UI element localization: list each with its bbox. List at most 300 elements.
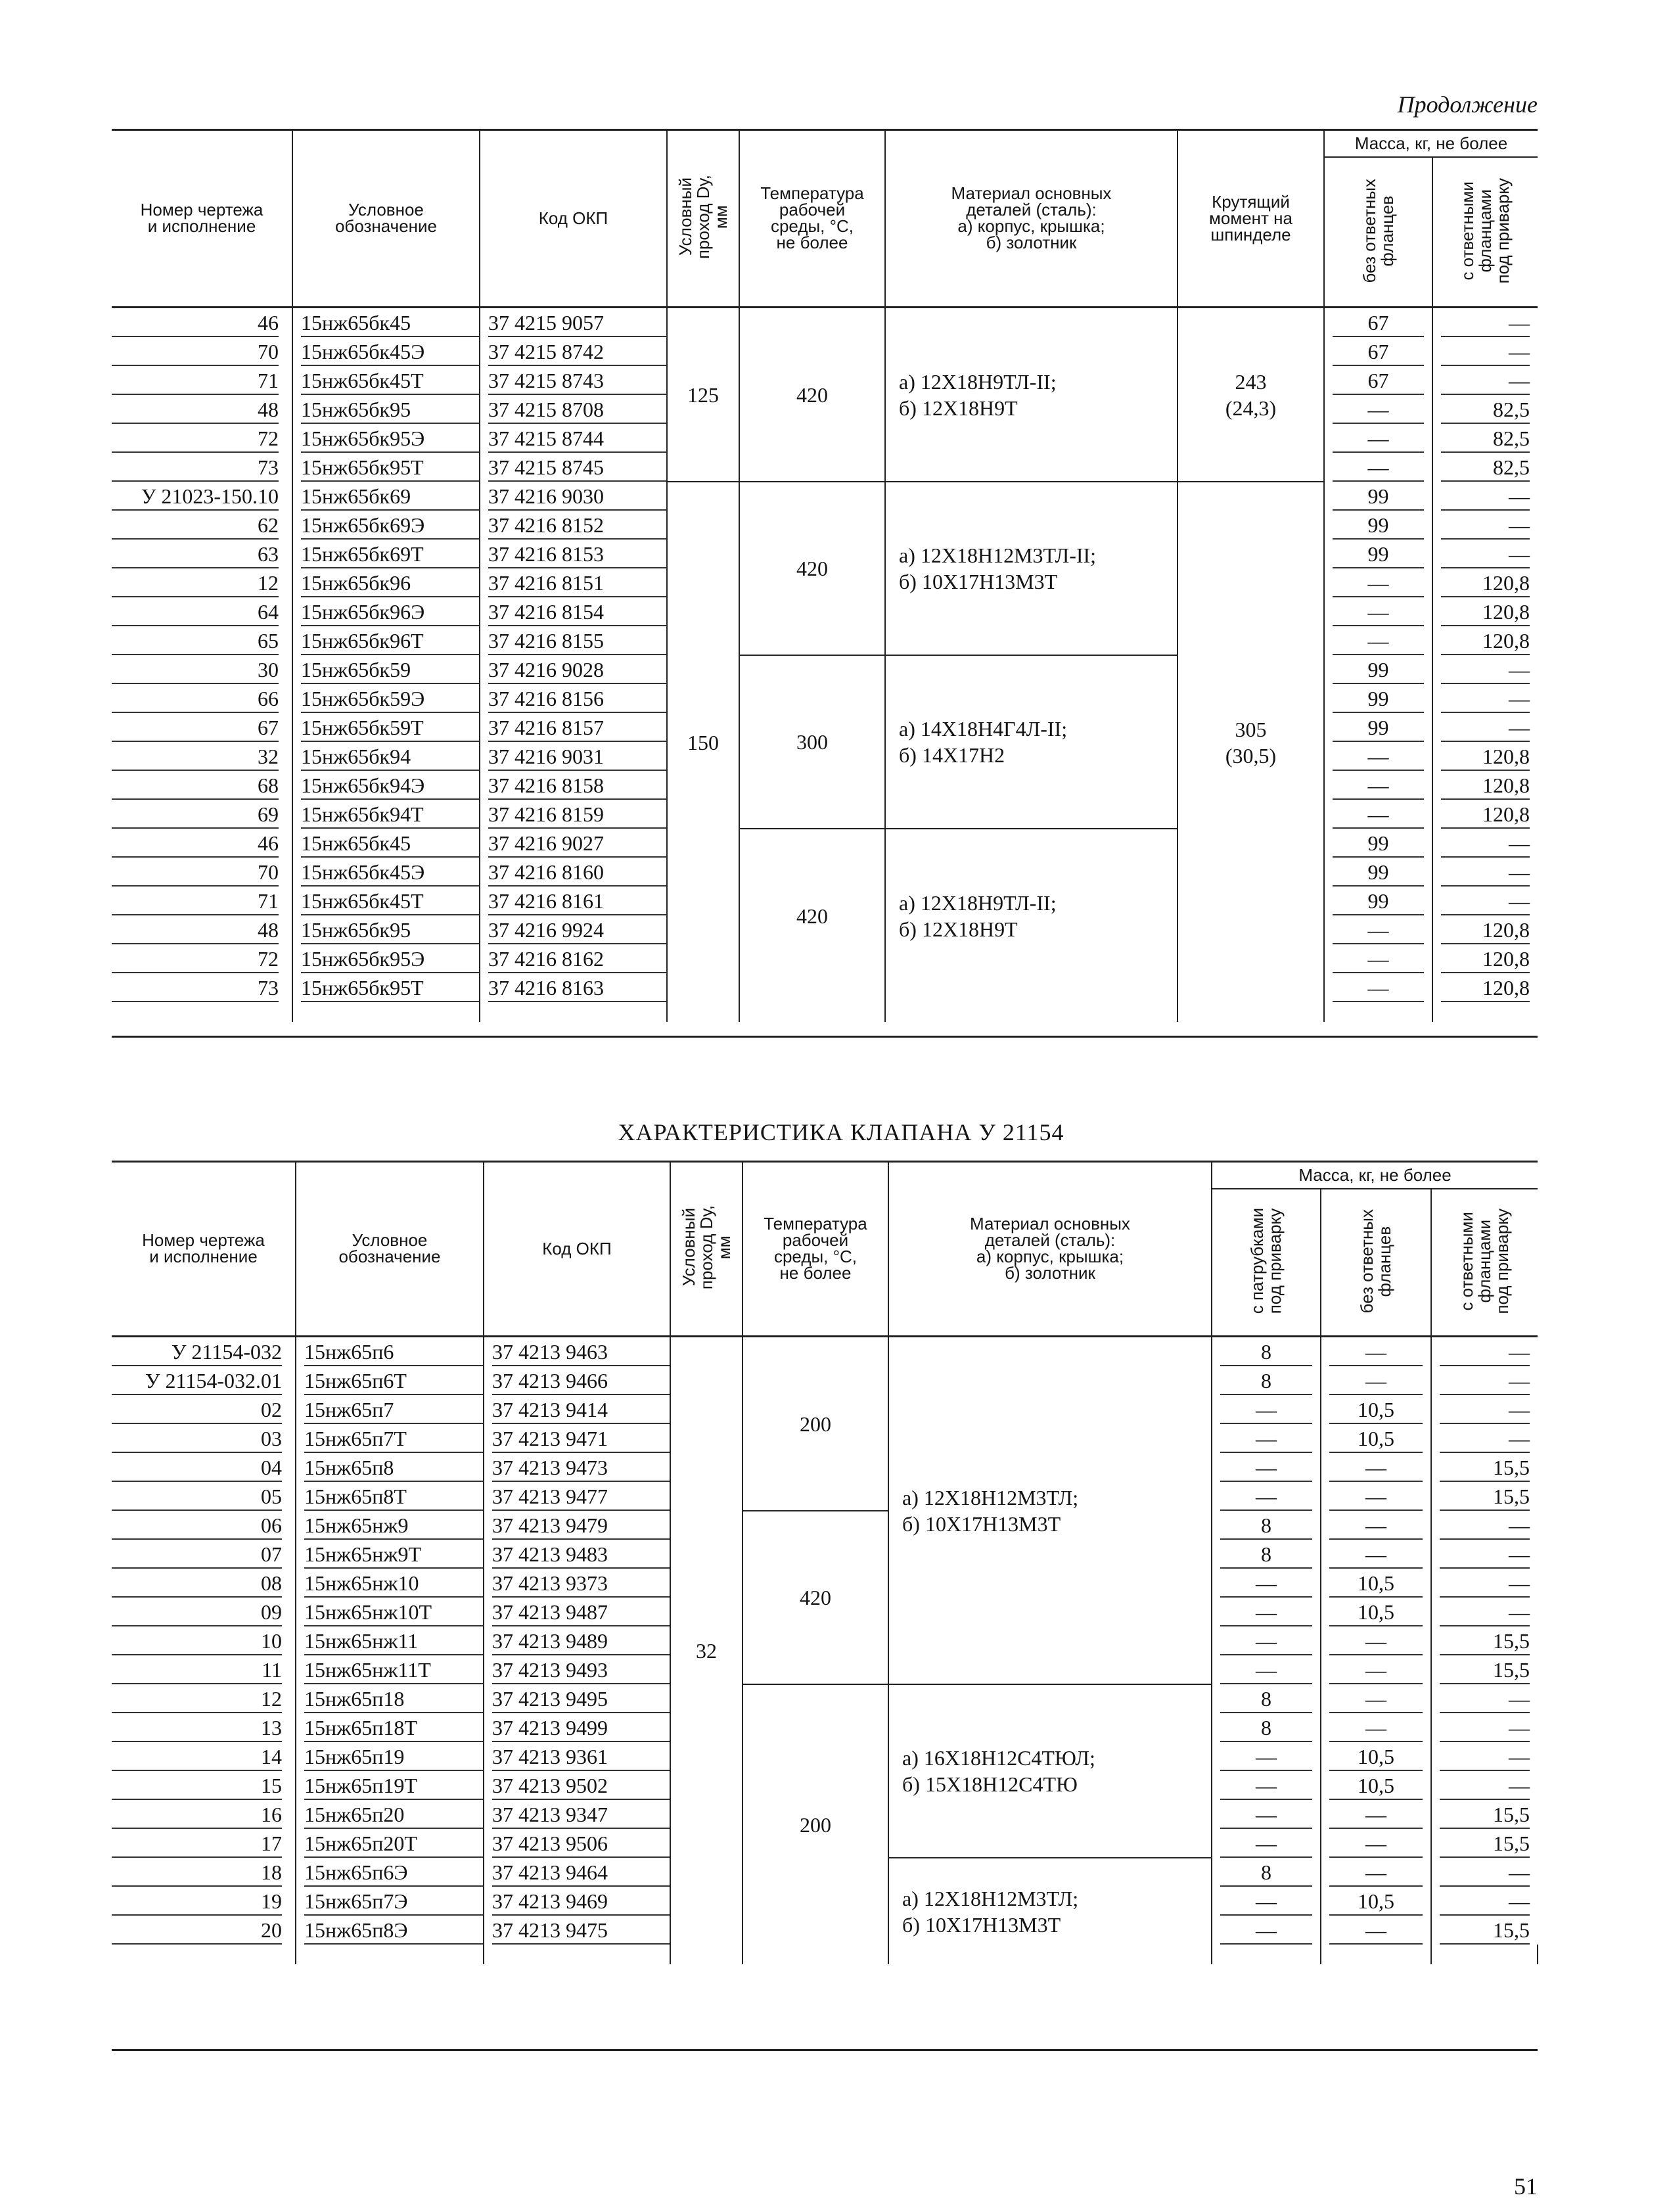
- tail-cell: [1321, 1945, 1431, 1964]
- okp-code-cell: [484, 1424, 670, 1453]
- mass-with-flanges: —: [1440, 1684, 1530, 1713]
- mass-with-flanges: —: [1441, 308, 1530, 337]
- designation-cell: [296, 1482, 484, 1511]
- okp-code: 37 4213 9471: [492, 1424, 670, 1453]
- mass-with-nozzles-cell: [1212, 1337, 1321, 1367]
- mass-without-flanges: 10,5: [1329, 1887, 1423, 1916]
- mass-with-nozzles-cell: [1212, 1511, 1321, 1540]
- drawing-number-cell: [112, 626, 292, 655]
- okp-code-cell: [484, 1482, 670, 1511]
- okp-code-cell: [480, 337, 667, 366]
- mass-without-flanges: —: [1329, 1858, 1423, 1887]
- okp-code: 37 4216 8151: [488, 568, 666, 597]
- mass-with-nozzles-cell: [1212, 1598, 1321, 1626]
- drawing-number-cell: [112, 1366, 296, 1395]
- designation: 15нж65п19Т: [304, 1771, 483, 1800]
- designation-cell: [296, 1655, 484, 1684]
- mass-without-flanges-cell: [1321, 1569, 1431, 1598]
- mass-with-flanges: —: [1441, 829, 1530, 858]
- material-spec: а) 12Х18Н12М3ТЛ-II; б) 10Х17Н13М3Т: [885, 482, 1177, 655]
- designation: 15нж65п6Т: [304, 1366, 483, 1395]
- okp-code-cell: [480, 713, 667, 742]
- mass-with-flanges: —: [1441, 540, 1530, 568]
- mass-with-flanges: 120,8: [1441, 944, 1530, 973]
- designation-cell: [292, 829, 480, 858]
- designation: 15нж65бк59Т: [301, 713, 479, 742]
- okp-code: 37 4213 9463: [492, 1337, 670, 1366]
- drawing-number: 70: [112, 337, 279, 366]
- mass-without-flanges: 99: [1333, 684, 1424, 713]
- drawing-number-cell: [112, 1337, 296, 1367]
- drawing-number-cell: [112, 858, 292, 887]
- mass-with-flanges: 120,8: [1441, 915, 1530, 944]
- mass-without-flanges: 10,5: [1329, 1569, 1423, 1598]
- mass-without-flanges-cell: [1324, 887, 1432, 915]
- drawing-number-cell: [112, 1655, 296, 1684]
- okp-code-cell: [484, 1366, 670, 1395]
- designation: 15нж65нж10: [304, 1569, 483, 1598]
- mass-with-flanges: —: [1441, 713, 1530, 742]
- drawing-number-cell: [112, 1540, 296, 1569]
- drawing-number: 20: [112, 1916, 282, 1945]
- mass-without-flanges-cell: [1321, 1887, 1431, 1916]
- mass-without-flanges: —: [1329, 1482, 1423, 1511]
- drawing-number-cell: [112, 424, 292, 453]
- drawing-number-cell: [112, 308, 292, 338]
- drawing-number: 05: [112, 1482, 282, 1511]
- designation-cell: [292, 568, 480, 597]
- drawing-number-cell: [112, 1713, 296, 1742]
- mass-with-flanges: —: [1440, 1858, 1530, 1887]
- mass-without-flanges: —: [1329, 1366, 1423, 1395]
- mass-without-flanges-cell: [1321, 1482, 1431, 1511]
- mass-without-flanges-cell: [1324, 482, 1432, 511]
- okp-code-cell: [484, 1858, 670, 1887]
- drawing-number: 71: [112, 366, 279, 395]
- okp-code-cell: [484, 1453, 670, 1482]
- okp-code-cell: [484, 1337, 670, 1367]
- drawing-number: 46: [112, 308, 279, 337]
- mass-without-flanges: 99: [1333, 540, 1424, 568]
- drawing-number-cell: [112, 1800, 296, 1829]
- designation-cell: [296, 1887, 484, 1916]
- working-temperature: 200: [743, 1684, 888, 1964]
- header-designation: Условное обозначение: [296, 1162, 484, 1337]
- mass-without-flanges-cell: [1321, 1771, 1431, 1800]
- mass-with-flanges: —: [1441, 337, 1530, 366]
- okp-code-cell: [480, 511, 667, 540]
- mass-without-flanges: 10,5: [1329, 1424, 1423, 1453]
- tail-cell: [885, 1002, 1177, 1022]
- okp-code-cell: [480, 771, 667, 800]
- mass-without-flanges: —: [1329, 1511, 1423, 1540]
- mass-without-flanges: 99: [1333, 511, 1424, 540]
- okp-code: 37 4216 9030: [488, 482, 666, 511]
- mass-with-nozzles: 8: [1220, 1540, 1312, 1569]
- drawing-number-cell: [112, 1684, 296, 1713]
- okp-code-cell: [480, 915, 667, 944]
- mass-with-flanges-cell: [1431, 1453, 1538, 1482]
- mass-without-flanges-cell: [1321, 1684, 1431, 1713]
- mass-with-flanges-cell: [1431, 1713, 1538, 1742]
- drawing-number-cell: [112, 1482, 296, 1511]
- designation-cell: [292, 482, 480, 511]
- mass-without-flanges: —: [1333, 453, 1424, 482]
- designation: 15нж65п7Т: [304, 1424, 483, 1453]
- mass-without-flanges: —: [1333, 915, 1424, 944]
- table-tail: [112, 1002, 1538, 1022]
- mass-with-flanges: 120,8: [1441, 742, 1530, 771]
- mass-with-nozzles: —: [1220, 1887, 1312, 1916]
- drawing-number-cell: [112, 800, 292, 829]
- designation: 15нж65бк95: [301, 915, 479, 944]
- okp-code: 37 4213 9347: [492, 1800, 670, 1829]
- drawing-number: У 21023-150.10: [112, 482, 279, 511]
- mass-with-flanges-cell: [1432, 366, 1538, 395]
- drawing-number-cell: [112, 1742, 296, 1771]
- drawing-number: 09: [112, 1598, 282, 1626]
- mass-with-flanges: —: [1440, 1511, 1530, 1540]
- mass-without-flanges: 10,5: [1329, 1395, 1423, 1424]
- mass-with-nozzles-cell: [1212, 1569, 1321, 1598]
- okp-code-cell: [484, 1771, 670, 1800]
- mass-without-flanges-cell: [1321, 1366, 1431, 1395]
- mass-without-flanges: 99: [1333, 887, 1424, 915]
- drawing-number-cell: [112, 511, 292, 540]
- mass-with-nozzles-cell: [1212, 1771, 1321, 1800]
- mass-with-flanges: —: [1441, 887, 1530, 915]
- mass-with-flanges-cell: [1431, 1655, 1538, 1684]
- mass-with-flanges: —: [1440, 1395, 1530, 1424]
- tail-cell: [480, 1002, 667, 1022]
- designation: 15нж65бк95: [301, 395, 479, 424]
- mass-with-flanges: —: [1441, 655, 1530, 684]
- okp-code: 37 4216 8154: [488, 597, 666, 626]
- drawing-number-cell: [112, 1887, 296, 1916]
- mass-without-flanges-cell: [1321, 1626, 1431, 1655]
- designation: 15нж65нж11: [304, 1626, 483, 1655]
- material-spec: а) 12Х18Н12М3ТЛ; б) 10Х17Н13М3Т: [888, 1337, 1212, 1685]
- drawing-number-cell: [112, 655, 292, 684]
- tail-cell: [112, 1945, 296, 1964]
- designation-cell: [296, 1453, 484, 1482]
- designation-cell: [292, 973, 480, 1002]
- okp-code-cell: [484, 1829, 670, 1858]
- mass-without-flanges-cell: [1321, 1424, 1431, 1453]
- mass-with-flanges-cell: [1431, 1771, 1538, 1800]
- mass-without-flanges: 10,5: [1329, 1742, 1423, 1771]
- designation-cell: [296, 1395, 484, 1424]
- mass-with-nozzles-cell: [1212, 1540, 1321, 1569]
- table-row: [112, 1511, 1538, 1540]
- mass-with-flanges-cell: [1431, 1858, 1538, 1887]
- mass-without-flanges-cell: [1324, 771, 1432, 800]
- header-mass: Масса, кг, не более: [1212, 1162, 1538, 1189]
- mass-without-flanges-cell: [1321, 1655, 1431, 1684]
- okp-code-cell: [480, 540, 667, 568]
- mass-with-nozzles: —: [1220, 1569, 1312, 1598]
- drawing-number: 65: [112, 626, 279, 655]
- okp-code-cell: [480, 482, 667, 511]
- designation: 15нж65бк45Э: [301, 858, 479, 887]
- designation-cell: [296, 1569, 484, 1598]
- designation-cell: [296, 1858, 484, 1887]
- mass-with-flanges: 15,5: [1440, 1453, 1530, 1482]
- designation: 15нж65бк94: [301, 742, 479, 771]
- mass-with-flanges-cell: [1432, 742, 1538, 771]
- drawing-number: 69: [112, 800, 279, 829]
- okp-code-cell: [480, 887, 667, 915]
- designation: 15нж65бк69Э: [301, 511, 479, 540]
- header-drawing-number: Номер чертежа и исполнение: [112, 130, 292, 308]
- okp-code-cell: [480, 829, 667, 858]
- mass-with-flanges-cell: [1432, 973, 1538, 1002]
- designation: 15нж65бк59Э: [301, 684, 479, 713]
- header-drawing-number: Номер чертежа и исполнение: [112, 1162, 296, 1337]
- working-temperature: 300: [739, 655, 885, 829]
- designation: 15нж65бк96Э: [301, 597, 479, 626]
- mass-with-flanges: 82,5: [1441, 424, 1530, 453]
- mass-without-flanges-cell: [1324, 944, 1432, 973]
- drawing-number-cell: [112, 684, 292, 713]
- header-temperature: Температура рабочей среды, °С, не более: [743, 1162, 888, 1337]
- header-okp-code: Код ОКП: [480, 130, 667, 308]
- mass-with-nozzles-cell: [1212, 1366, 1321, 1395]
- designation: 15нж65п6: [304, 1337, 483, 1366]
- mass-with-nozzles-cell: [1212, 1655, 1321, 1684]
- okp-code-cell: [480, 858, 667, 887]
- designation: 15нж65п20Т: [304, 1829, 483, 1858]
- mass-with-nozzles-cell: [1212, 1395, 1321, 1424]
- mass-without-flanges-cell: [1324, 424, 1432, 453]
- mass-with-nozzles: 8: [1220, 1337, 1312, 1366]
- designation-cell: [296, 1771, 484, 1800]
- okp-code-cell: [480, 800, 667, 829]
- mass-with-nozzles: —: [1220, 1626, 1312, 1655]
- mass-with-flanges-cell: [1431, 1395, 1538, 1424]
- spindle-torque: 243 (24,3): [1177, 308, 1324, 482]
- designation-cell: [292, 800, 480, 829]
- mass-with-flanges-cell: [1431, 1887, 1538, 1916]
- drawing-number-cell: [112, 1858, 296, 1887]
- okp-code-cell: [480, 742, 667, 771]
- mass-with-flanges: 120,8: [1441, 626, 1530, 655]
- drawing-number: 15: [112, 1771, 282, 1800]
- header-torque: Крутящий момент на шпинделе: [1177, 130, 1324, 308]
- mass-without-flanges: 10,5: [1329, 1771, 1423, 1800]
- okp-code: 37 4213 9414: [492, 1395, 670, 1424]
- mass-with-nozzles: —: [1220, 1424, 1312, 1453]
- drawing-number: 12: [112, 1684, 282, 1713]
- drawing-number: 10: [112, 1626, 282, 1655]
- mass-without-flanges: —: [1333, 597, 1424, 626]
- mass-with-flanges-cell: [1431, 1684, 1538, 1713]
- mass-without-flanges-cell: [1321, 1337, 1431, 1367]
- drawing-number: 18: [112, 1858, 282, 1887]
- mass-without-flanges: —: [1329, 1655, 1423, 1684]
- okp-code: 37 4213 9373: [492, 1569, 670, 1598]
- okp-code: 37 4215 8745: [488, 453, 666, 482]
- mass-with-flanges-cell: [1431, 1482, 1538, 1511]
- mass-with-flanges-cell: [1432, 944, 1538, 973]
- okp-code-cell: [480, 366, 667, 395]
- mass-with-flanges: 15,5: [1440, 1916, 1530, 1945]
- designation: 15нж65п8Э: [304, 1916, 483, 1945]
- tail-cell: [667, 1002, 739, 1022]
- okp-code-cell: [480, 944, 667, 973]
- tail-cell: [1212, 1945, 1321, 1964]
- mass-without-flanges-cell: [1321, 1511, 1431, 1540]
- mass-with-flanges-cell: [1431, 1511, 1538, 1540]
- mass-with-flanges-cell: [1432, 453, 1538, 482]
- table-row: [112, 655, 1538, 684]
- mass-with-flanges-cell: [1431, 1540, 1538, 1569]
- mass-with-nozzles: 8: [1220, 1713, 1312, 1742]
- drawing-number: 67: [112, 713, 279, 742]
- drawing-number: 72: [112, 424, 279, 453]
- mass-without-flanges: —: [1333, 742, 1424, 771]
- mass-without-flanges-cell: [1321, 1598, 1431, 1626]
- drawing-number-cell: [112, 771, 292, 800]
- working-temperature: 200: [743, 1337, 888, 1511]
- designation: 15нж65бк45: [301, 829, 479, 858]
- designation: 15нж65бк45: [301, 308, 479, 337]
- drawing-number-cell: [112, 973, 292, 1002]
- material-spec: а) 16Х18Н12С4ТЮЛ; б) 15Х18Н12С4ТЮ: [888, 1684, 1212, 1858]
- working-temperature: 420: [739, 482, 885, 655]
- drawing-number: 73: [112, 973, 279, 1002]
- table-row: [112, 308, 1538, 338]
- drawing-number: 71: [112, 887, 279, 915]
- drawing-number: 12: [112, 568, 279, 597]
- header-designation: Условное обозначение: [292, 130, 480, 308]
- mass-with-nozzles-cell: [1212, 1684, 1321, 1713]
- okp-code: 37 4213 9506: [492, 1829, 670, 1858]
- okp-code: 37 4213 9464: [492, 1858, 670, 1887]
- mass-without-flanges-cell: [1324, 684, 1432, 713]
- designation: 15нж65п18: [304, 1684, 483, 1713]
- table-row: [112, 829, 1538, 858]
- mass-without-flanges: 10,5: [1329, 1598, 1423, 1626]
- drawing-number: 68: [112, 771, 279, 800]
- valve-u21154-table: [112, 1162, 1538, 1964]
- mass-with-nozzles: —: [1220, 1598, 1312, 1626]
- designation-cell: [292, 742, 480, 771]
- okp-code-cell: [480, 308, 667, 338]
- continued-label: Продолжение: [1397, 91, 1538, 118]
- okp-code-cell: [480, 424, 667, 453]
- designation: 15нж65бк59: [301, 655, 479, 684]
- designation-cell: [296, 1366, 484, 1395]
- mass-with-nozzles: 8: [1220, 1858, 1312, 1887]
- mass-with-flanges-cell: [1432, 684, 1538, 713]
- mass-with-flanges: —: [1441, 684, 1530, 713]
- okp-code: 37 4216 8161: [488, 887, 666, 915]
- drawing-number-cell: [112, 1453, 296, 1482]
- mass-with-flanges: —: [1440, 1424, 1530, 1453]
- mass-with-flanges: 15,5: [1440, 1829, 1530, 1858]
- designation-cell: [292, 395, 480, 424]
- drawing-number: 73: [112, 453, 279, 482]
- mass-with-nozzles: —: [1220, 1395, 1312, 1424]
- mass-with-flanges: —: [1441, 858, 1530, 887]
- drawing-number-cell: [112, 540, 292, 568]
- mass-with-flanges: —: [1440, 1366, 1530, 1395]
- mass-with-flanges-cell: [1432, 597, 1538, 626]
- mass-without-flanges: —: [1333, 800, 1424, 829]
- mass-without-flanges: —: [1333, 944, 1424, 973]
- mass-without-flanges-cell: [1324, 973, 1432, 1002]
- designation: 15нж65п18Т: [304, 1713, 483, 1742]
- mass-without-flanges-cell: [1321, 1829, 1431, 1858]
- material-spec: а) 12Х18Н12М3ТЛ; б) 10Х17Н13М3Т: [888, 1858, 1212, 1964]
- drawing-number-cell: [112, 1626, 296, 1655]
- okp-code: 37 4216 9028: [488, 655, 666, 684]
- drawing-number: 19: [112, 1887, 282, 1916]
- working-temperature: 420: [739, 308, 885, 482]
- mass-with-flanges: 120,8: [1441, 973, 1530, 1002]
- mass-with-nozzles: —: [1220, 1655, 1312, 1684]
- drawing-number-cell: [112, 482, 292, 511]
- designation: 15нж65п19: [304, 1742, 483, 1771]
- designation-cell: [292, 597, 480, 626]
- mass-without-flanges: —: [1329, 1800, 1423, 1829]
- okp-code: 37 4213 9499: [492, 1713, 670, 1742]
- okp-code-cell: [480, 395, 667, 424]
- tail-cell: [1431, 1945, 1538, 1964]
- drawing-number-cell: [112, 366, 292, 395]
- mass-with-flanges: 82,5: [1441, 395, 1530, 424]
- mass-with-nozzles-cell: [1212, 1453, 1321, 1482]
- mass-with-flanges-cell: [1432, 655, 1538, 684]
- tail-cell: [484, 1945, 670, 1964]
- mass-with-flanges: 15,5: [1440, 1482, 1530, 1511]
- drawing-number: 14: [112, 1742, 282, 1771]
- designation-cell: [292, 944, 480, 973]
- okp-code-cell: [484, 1713, 670, 1742]
- mass-without-flanges: 99: [1333, 655, 1424, 684]
- mass-without-flanges-cell: [1321, 1916, 1431, 1945]
- drawing-number-cell: [112, 829, 292, 858]
- okp-code: 37 4213 9479: [492, 1511, 670, 1540]
- mass-with-flanges-cell: [1432, 424, 1538, 453]
- drawing-number-cell: [112, 1916, 296, 1945]
- okp-code: 37 4213 9477: [492, 1482, 670, 1511]
- mass-with-nozzles: 8: [1220, 1684, 1312, 1713]
- nominal-bore: 32: [670, 1337, 743, 1965]
- mass-with-flanges-cell: [1432, 887, 1538, 915]
- mass-with-flanges-cell: [1432, 511, 1538, 540]
- designation: 15нж65бк96: [301, 568, 479, 597]
- header-nominal-bore: Условный проход Dу, мм: [670, 1162, 743, 1337]
- okp-code: 37 4215 8708: [488, 395, 666, 424]
- mass-with-flanges: —: [1441, 482, 1530, 511]
- drawing-number: 64: [112, 597, 279, 626]
- mass-with-flanges-cell: [1432, 915, 1538, 944]
- okp-code: 37 4215 8743: [488, 366, 666, 395]
- mass-without-flanges: —: [1333, 395, 1424, 424]
- mass-without-flanges: —: [1333, 771, 1424, 800]
- drawing-number-cell: [112, 597, 292, 626]
- mass-without-flanges: —: [1329, 1713, 1423, 1742]
- drawing-number: 04: [112, 1453, 282, 1482]
- mass-with-flanges-cell: [1431, 1916, 1538, 1945]
- designation-cell: [292, 887, 480, 915]
- mass-with-flanges-cell: [1431, 1626, 1538, 1655]
- drawing-number: У 21154-032: [112, 1337, 282, 1366]
- drawing-number: 72: [112, 944, 279, 973]
- okp-code: 37 4216 8155: [488, 626, 666, 655]
